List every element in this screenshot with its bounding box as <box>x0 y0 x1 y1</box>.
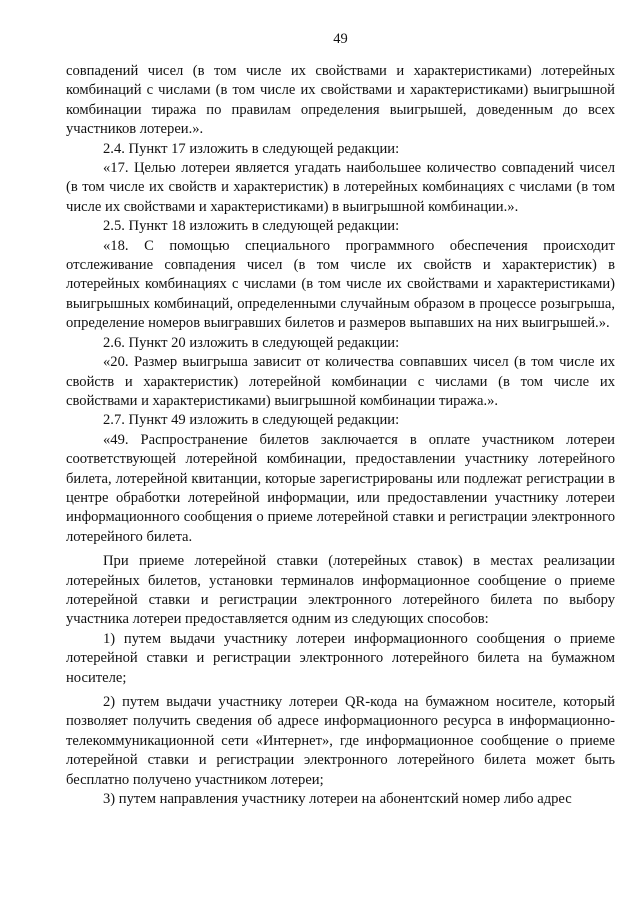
paragraph-clause-17: «17. Целью лотереи является угадать наибольшее количество совпадений чисел (в том числе их свойств и характеристик) в лотерейных комбинациях с числами (в том числе их свойствами и характеристиками) в выигрышной комбинации.». <box>66 160 615 215</box>
paragraph-ticket-acceptance: При приеме лотерейной ставки (лотерейных ставок) в местах реализации лотерейных билетов, установки терминалов информационное сообщение о приеме лотерейной ставки и регистрации электронного лотерейного билета по выбору участника лотереи предоставляется одним из следующих способов: <box>66 553 615 628</box>
page-number: 49 <box>333 31 348 47</box>
paragraph-item-2-5: 2.5. Пункт 18 изложить в следующей редакции: <box>103 218 400 235</box>
paragraph-continuation: совпадений чисел (в том числе их свойствами и характеристиками) лотерейных комбинаций с числами (в том числе их свойствами и характеристиками) выигрышной комбинации тиража по правилам определения выигрышей, доведенным до всех участников лотереи.». <box>66 63 615 138</box>
list-item-2: 2) путем выдачи участнику лотереи QR-кода на бумажном носителе, который позволяет получить сведения об адресе информационного ресурса в информационно-телекоммуникационной сети «Интернет», где информационное сообщение о приеме лотерейной ставки и регистрации электронного лотерейного билета может быть бесплатно получено участником лотереи; <box>66 694 615 788</box>
paragraph-clause-20: «20. Размер выигрыша зависит от количества совпавших чисел (в том числе их свойств и характеристик) лотерейной комбинации с числами (в том числе их свойствами и характеристиками) выигрышной комбинации тиража.». <box>66 354 615 409</box>
list-item-3: 3) путем направления участнику лотереи на абонентский номер либо адрес <box>103 791 572 808</box>
paragraph-item-2-4: 2.4. Пункт 17 изложить в следующей редакции: <box>103 140 400 157</box>
paragraph-item-2-7: 2.7. Пункт 49 изложить в следующей редакции: <box>103 412 400 429</box>
paragraph-item-2-6: 2.6. Пункт 20 изложить в следующей редакции: <box>103 334 400 351</box>
document-body <box>66 62 615 809</box>
paragraph-clause-49: «49. Распространение билетов заключается в оплате участником лотереи соответствующей лотерейной комбинации, предоставлении участнику лотерейного билета, лотерейной квитанции, которые зарегистрированы или подлежат регистрации в центре обработки лотерейной информации, или предоставлении участнику лотереи информационного сообщения о приеме лотерейной ставки и регистрации электронного лотерейного билета. <box>66 431 615 545</box>
paragraph-clause-18: «18. С помощью специального программного обеспечения происходит отслеживание совпадения чисел (в том числе их свойств и характеристик) в лотерейных комбинациях с числами (в том числе их свойствами и характеристиками) выигрышных комбинаций, определенными случайным образом в процессе розыгрыша, определение номеров выигравших билетов и размеров выпавших на них выигрышей.». <box>66 237 615 332</box>
list-item-1: 1) путем выдачи участнику лотереи информационного сообщения о приеме лотерейной ставки и регистрации электронного лотерейного билета на бумажном носителе; <box>66 630 615 686</box>
